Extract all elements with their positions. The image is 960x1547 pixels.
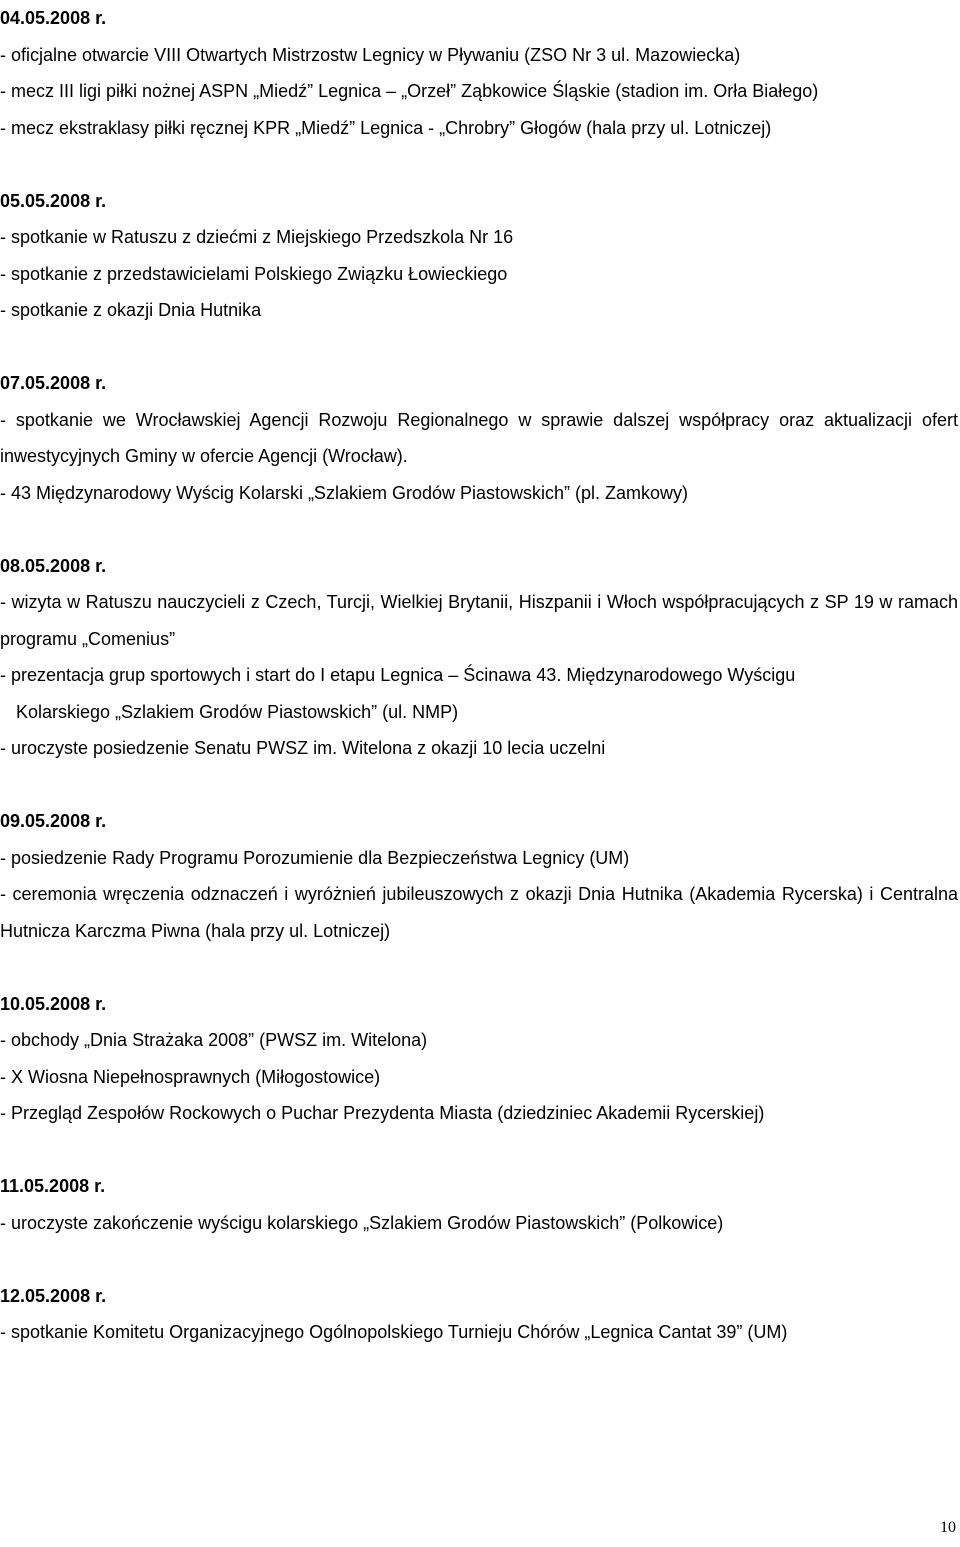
spacer: [0, 1132, 958, 1169]
event-item: - uroczyste posiedzenie Senatu PWSZ im. Witelona z okazji 10 lecia uczelni: [0, 738, 606, 758]
date-heading: 08.05.2008 r.: [0, 555, 107, 576]
day-section-0805: [0, 548, 958, 767]
spacer: [0, 329, 958, 366]
date-heading: 04.05.2008 r.: [0, 8, 107, 28]
day-section-0905: [0, 803, 958, 949]
day-section-1005: [0, 986, 958, 1132]
event-item: - spotkanie z okazji Dnia Hutnika: [0, 300, 262, 320]
event-item: - spotkanie w Ratuszu z dziećmi z Miejskiego Przedszkola Nr 16: [0, 227, 514, 247]
date-heading: 11.05.2008 r.: [0, 1176, 106, 1196]
spacer: [0, 767, 958, 804]
event-item: - X Wiosna Niepełnosprawnych (Miłogostowice): [0, 1066, 381, 1087]
date-heading: 12.05.2008 r.: [0, 1285, 107, 1306]
day-section-1105: [0, 1168, 958, 1241]
spacer: [0, 511, 958, 548]
event-item: - oficjalne otwarcie VIII Otwartych Mistrzostw Legnicy w Pływaniu (ZSO Nr 3 ul. Mazowiecka): [0, 44, 741, 65]
event-item: - 43 Międzynarodowy Wyścig Kolarski „Szlakiem Grodów Piastowskich” (pl. Zamkowy): [0, 482, 689, 503]
event-item: [0, 657, 958, 730]
day-section-0705: [0, 365, 958, 511]
event-item: - ceremonia wręczenia odznaczeń i wyróżnień jubileuszowych z okazji Dnia Hutnika (Akademia Rycerska) i Centralna Hutnicza Karczma Piwna (hala przy ul. Lotniczej): [0, 884, 958, 941]
day-section-1205: [0, 1278, 958, 1351]
date-heading: 05.05.2008 r.: [0, 190, 107, 211]
date-heading: 10.05.2008 r.: [0, 993, 107, 1014]
date-heading: 09.05.2008 r.: [0, 811, 107, 831]
day-section-0505: [0, 183, 958, 329]
event-item-continuation: Kolarskiego „Szlakiem Grodów Piastowskich” (ul. NMP): [16, 701, 459, 722]
event-item: - spotkanie Komitetu Organizacyjnego Ogólnopolskiego Turnieju Chórów „Legnica Cantat 39” (UM): [0, 1322, 788, 1342]
spacer: [0, 949, 958, 986]
event-item: - spotkanie we Wrocławskiej Agencji Rozwoju Regionalnego w sprawie dalszej współpracy oraz aktualizacji ofert inwestycyjnych Gminy w ofercie Agencji (Wrocław).: [0, 409, 958, 466]
event-item: - Przegląd Zespołów Rockowych o Puchar Prezydenta Miasta (dziedziniec Akademii Rycerskiej): [0, 1103, 765, 1123]
event-item: - wizyta w Ratuszu nauczycieli z Czech, Turcji, Wielkiej Brytanii, Hiszpanii i Włoch współpracujących z SP 19 w ramach programu „Comenius”: [0, 592, 958, 649]
spacer: [0, 146, 958, 183]
event-item: - mecz III ligi piłki nożnej ASPN „Miedź” Legnica – „Orzeł” Ząbkowice Śląskie (stadion im. Orła Białego): [0, 81, 819, 101]
event-item: - obchody „Dnia Strażaka 2008” (PWSZ im. Witelona): [0, 1030, 428, 1050]
page-number: 10: [940, 1519, 956, 1536]
date-heading: 07.05.2008 r.: [0, 373, 107, 393]
event-item: - uroczyste zakończenie wyścigu kolarskiego „Szlakiem Grodów Piastowskich” (Polkowice): [0, 1212, 724, 1233]
event-item: - posiedzenie Rady Programu Porozumienie dla Bezpieczeństwa Legnicy (UM): [0, 847, 630, 868]
spacer: [0, 1241, 958, 1278]
event-item: - mecz ekstraklasy piłki ręcznej KPR „Miedź” Legnica - „Chrobry” Głogów (hala przy ul. Lotniczej): [0, 117, 772, 138]
event-item-first-line: - prezentacja grup sportowych i start do I etapu Legnica – Ścinawa 43. Międzynarodowego Wyścigu: [0, 665, 796, 685]
event-item: - spotkanie z przedstawicielami Polskiego Związku Łowieckiego: [0, 263, 508, 284]
day-section-0405: [0, 0, 958, 146]
